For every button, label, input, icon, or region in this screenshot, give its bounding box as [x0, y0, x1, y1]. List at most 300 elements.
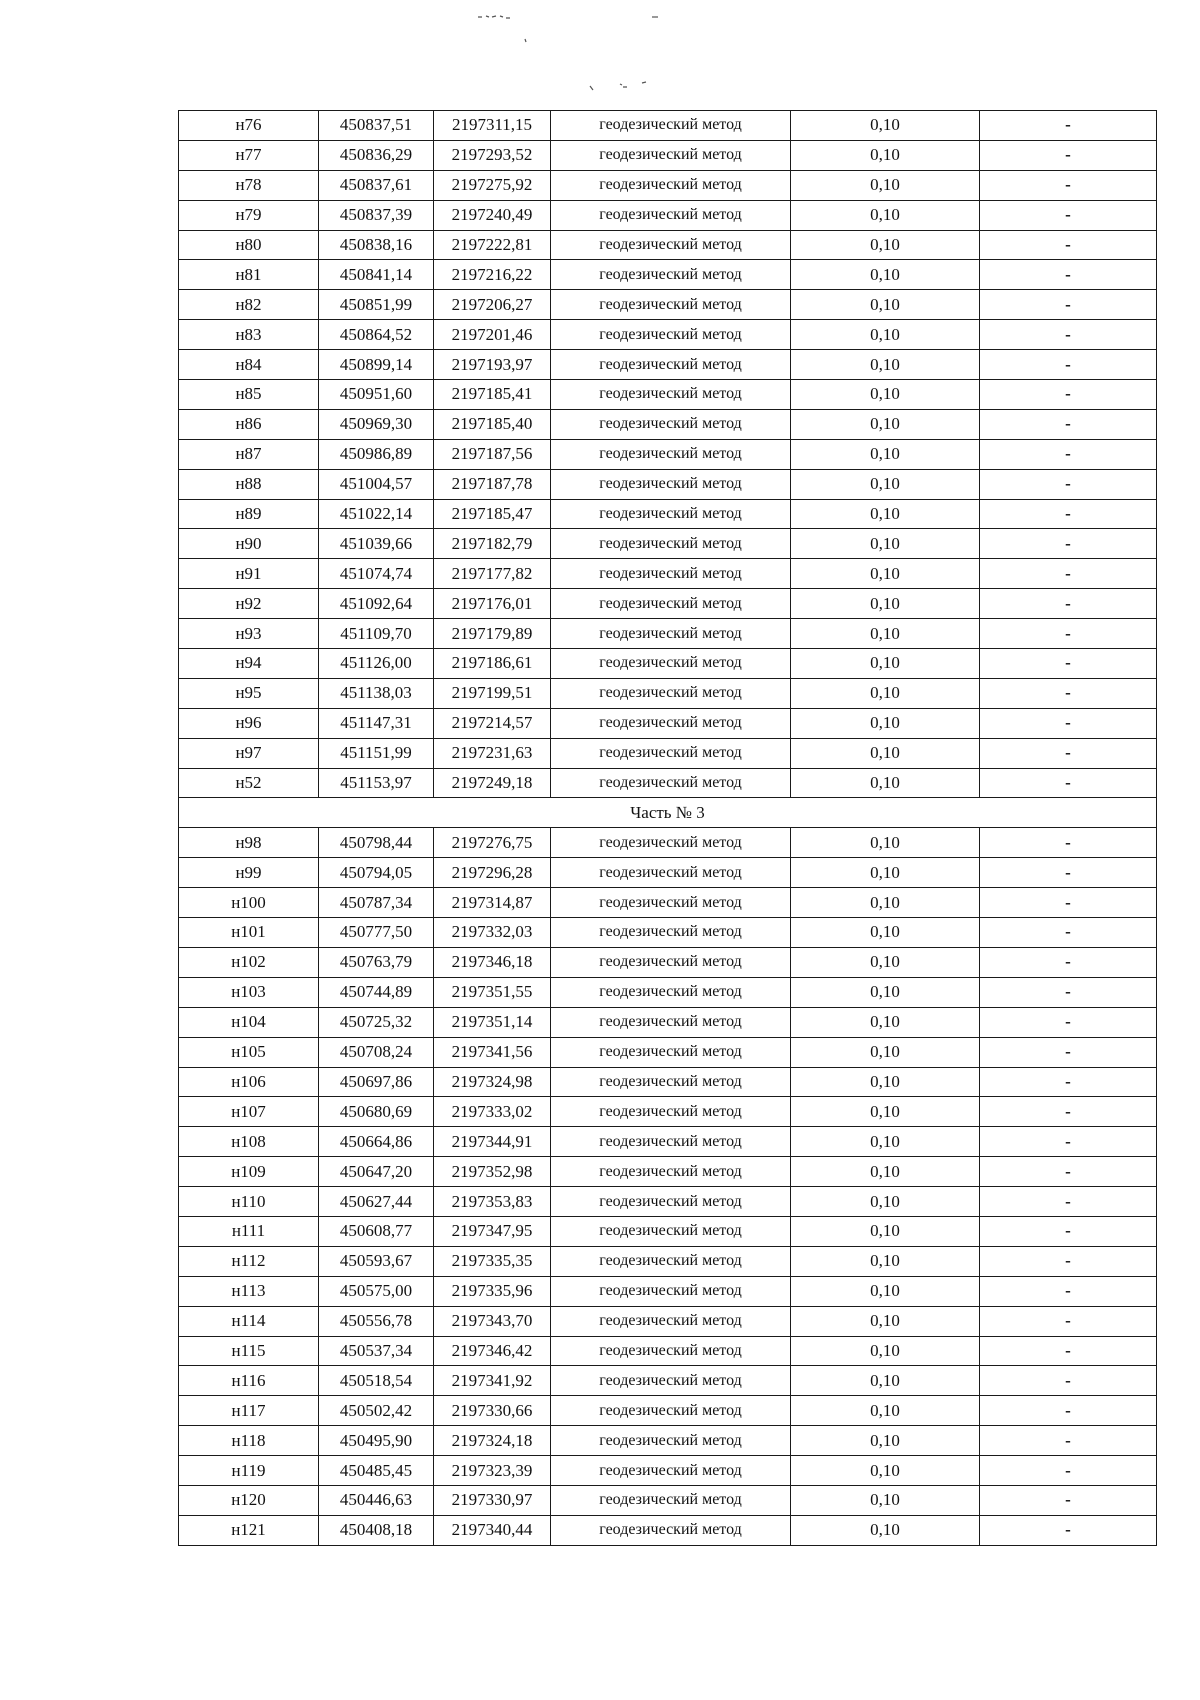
- y-coordinate-cell: 2197330,97: [434, 1485, 551, 1515]
- point-cell: н79: [179, 200, 319, 230]
- note-cell: -: [980, 1007, 1157, 1037]
- accuracy-cell: 0,10: [791, 140, 980, 170]
- accuracy-cell: 0,10: [791, 350, 980, 380]
- note-cell: -: [980, 140, 1157, 170]
- table-row: [179, 1515, 1157, 1545]
- x-coordinate-cell: 450899,14: [319, 350, 434, 380]
- x-coordinate-cell: 450664,86: [319, 1127, 434, 1157]
- scan-noise-marks: [0, 0, 1200, 120]
- table-row: [179, 469, 1157, 499]
- x-coordinate-cell: 450777,50: [319, 918, 434, 948]
- point-cell: н102: [179, 947, 319, 977]
- accuracy-cell: 0,10: [791, 1157, 980, 1187]
- point-cell: н83: [179, 320, 319, 350]
- y-coordinate-cell: 2197293,52: [434, 140, 551, 170]
- table-row: [179, 320, 1157, 350]
- method-cell: геодезический метод: [551, 1187, 791, 1217]
- y-coordinate-cell: 2197352,98: [434, 1157, 551, 1187]
- accuracy-cell: 0,10: [791, 1127, 980, 1157]
- point-cell: н117: [179, 1396, 319, 1426]
- point-cell: н101: [179, 918, 319, 948]
- point-cell: н111: [179, 1216, 319, 1246]
- accuracy-cell: 0,10: [791, 1306, 980, 1336]
- note-cell: -: [980, 918, 1157, 948]
- accuracy-cell: 0,10: [791, 439, 980, 469]
- note-cell: -: [980, 380, 1157, 410]
- x-coordinate-cell: 451022,14: [319, 499, 434, 529]
- note-cell: -: [980, 350, 1157, 380]
- point-cell: н52: [179, 768, 319, 798]
- table-row: [179, 1127, 1157, 1157]
- method-cell: геодезический метод: [551, 1336, 791, 1366]
- table-row: [179, 1306, 1157, 1336]
- point-cell: н112: [179, 1246, 319, 1276]
- method-cell: геодезический метод: [551, 589, 791, 619]
- method-cell: геодезический метод: [551, 1127, 791, 1157]
- accuracy-cell: 0,10: [791, 1276, 980, 1306]
- method-cell: геодезический метод: [551, 200, 791, 230]
- note-cell: -: [980, 1127, 1157, 1157]
- y-coordinate-cell: 2197311,15: [434, 111, 551, 141]
- y-coordinate-cell: 2197176,01: [434, 589, 551, 619]
- point-cell: н76: [179, 111, 319, 141]
- table-row: [179, 1485, 1157, 1515]
- accuracy-cell: 0,10: [791, 1485, 980, 1515]
- note-cell: -: [980, 738, 1157, 768]
- y-coordinate-cell: 2197185,41: [434, 380, 551, 410]
- x-coordinate-cell: 451138,03: [319, 678, 434, 708]
- point-cell: н119: [179, 1456, 319, 1486]
- x-coordinate-cell: 451153,97: [319, 768, 434, 798]
- y-coordinate-cell: 2197332,03: [434, 918, 551, 948]
- accuracy-cell: 0,10: [791, 1007, 980, 1037]
- method-cell: геодезический метод: [551, 1216, 791, 1246]
- accuracy-cell: 0,10: [791, 1067, 980, 1097]
- x-coordinate-cell: 450837,51: [319, 111, 434, 141]
- point-cell: н94: [179, 649, 319, 679]
- method-cell: геодезический метод: [551, 918, 791, 948]
- note-cell: -: [980, 559, 1157, 589]
- x-coordinate-cell: 450408,18: [319, 1515, 434, 1545]
- accuracy-cell: 0,10: [791, 738, 980, 768]
- table-row: [179, 649, 1157, 679]
- y-coordinate-cell: 2197185,40: [434, 409, 551, 439]
- note-cell: -: [980, 1426, 1157, 1456]
- table-row: [179, 828, 1157, 858]
- point-cell: н98: [179, 828, 319, 858]
- y-coordinate-cell: 2197341,92: [434, 1366, 551, 1396]
- y-coordinate-cell: 2197346,42: [434, 1336, 551, 1366]
- method-cell: геодезический метод: [551, 559, 791, 589]
- method-cell: геодезический метод: [551, 1067, 791, 1097]
- accuracy-cell: 0,10: [791, 499, 980, 529]
- point-cell: н114: [179, 1306, 319, 1336]
- note-cell: -: [980, 1456, 1157, 1486]
- x-coordinate-cell: 450744,89: [319, 977, 434, 1007]
- y-coordinate-cell: 2197351,14: [434, 1007, 551, 1037]
- part-2-rows: [179, 111, 1157, 798]
- table-row: [179, 140, 1157, 170]
- accuracy-cell: 0,10: [791, 1426, 980, 1456]
- y-coordinate-cell: 2197193,97: [434, 350, 551, 380]
- point-cell: н87: [179, 439, 319, 469]
- accuracy-cell: 0,10: [791, 1396, 980, 1426]
- y-coordinate-cell: 2197216,22: [434, 260, 551, 290]
- table-row: [179, 888, 1157, 918]
- accuracy-cell: 0,10: [791, 260, 980, 290]
- point-cell: н118: [179, 1426, 319, 1456]
- x-coordinate-cell: 450837,39: [319, 200, 434, 230]
- x-coordinate-cell: 450593,67: [319, 1246, 434, 1276]
- point-cell: н108: [179, 1127, 319, 1157]
- x-coordinate-cell: 450837,61: [319, 170, 434, 200]
- y-coordinate-cell: 2197201,46: [434, 320, 551, 350]
- x-coordinate-cell: 450575,00: [319, 1276, 434, 1306]
- method-cell: геодезический метод: [551, 380, 791, 410]
- accuracy-cell: 0,10: [791, 111, 980, 141]
- point-cell: н95: [179, 678, 319, 708]
- method-cell: геодезический метод: [551, 708, 791, 738]
- y-coordinate-cell: 2197240,49: [434, 200, 551, 230]
- accuracy-cell: 0,10: [791, 1246, 980, 1276]
- note-cell: -: [980, 1187, 1157, 1217]
- y-coordinate-cell: 2197344,91: [434, 1127, 551, 1157]
- method-cell: геодезический метод: [551, 260, 791, 290]
- method-cell: геодезический метод: [551, 828, 791, 858]
- method-cell: геодезический метод: [551, 649, 791, 679]
- x-coordinate-cell: 451109,70: [319, 619, 434, 649]
- method-cell: геодезический метод: [551, 1485, 791, 1515]
- table-row: [179, 858, 1157, 888]
- note-cell: -: [980, 1037, 1157, 1067]
- x-coordinate-cell: 450841,14: [319, 260, 434, 290]
- x-coordinate-cell: 451147,31: [319, 708, 434, 738]
- x-coordinate-cell: 450787,34: [319, 888, 434, 918]
- x-coordinate-cell: 450838,16: [319, 230, 434, 260]
- accuracy-cell: 0,10: [791, 559, 980, 589]
- accuracy-cell: 0,10: [791, 409, 980, 439]
- point-cell: н121: [179, 1515, 319, 1545]
- method-cell: геодезический метод: [551, 170, 791, 200]
- table-row: [179, 619, 1157, 649]
- method-cell: геодезический метод: [551, 1396, 791, 1426]
- method-cell: геодезический метод: [551, 529, 791, 559]
- x-coordinate-cell: 451126,00: [319, 649, 434, 679]
- accuracy-cell: 0,10: [791, 1515, 980, 1545]
- point-cell: н104: [179, 1007, 319, 1037]
- note-cell: -: [980, 170, 1157, 200]
- x-coordinate-cell: 450798,44: [319, 828, 434, 858]
- note-cell: -: [980, 1246, 1157, 1276]
- x-coordinate-cell: 450986,89: [319, 439, 434, 469]
- table-row: [179, 1216, 1157, 1246]
- method-cell: геодезический метод: [551, 140, 791, 170]
- method-cell: геодезический метод: [551, 469, 791, 499]
- y-coordinate-cell: 2197341,56: [434, 1037, 551, 1067]
- note-cell: -: [980, 409, 1157, 439]
- table-row: [179, 260, 1157, 290]
- point-cell: н115: [179, 1336, 319, 1366]
- method-cell: геодезический метод: [551, 947, 791, 977]
- table-row: [179, 439, 1157, 469]
- table-row: [179, 1157, 1157, 1187]
- accuracy-cell: 0,10: [791, 678, 980, 708]
- accuracy-cell: 0,10: [791, 888, 980, 918]
- table-row: [179, 918, 1157, 948]
- y-coordinate-cell: 2197330,66: [434, 1396, 551, 1426]
- x-coordinate-cell: 450627,44: [319, 1187, 434, 1217]
- point-cell: н80: [179, 230, 319, 260]
- table-row: [179, 1366, 1157, 1396]
- coordinates-table: [178, 110, 1157, 1546]
- point-cell: н78: [179, 170, 319, 200]
- point-cell: н89: [179, 499, 319, 529]
- table-row: [179, 738, 1157, 768]
- point-cell: н81: [179, 260, 319, 290]
- method-cell: геодезический метод: [551, 409, 791, 439]
- y-coordinate-cell: 2197179,89: [434, 619, 551, 649]
- method-cell: геодезический метод: [551, 1246, 791, 1276]
- y-coordinate-cell: 2197314,87: [434, 888, 551, 918]
- method-cell: геодезический метод: [551, 977, 791, 1007]
- accuracy-cell: 0,10: [791, 320, 980, 350]
- y-coordinate-cell: 2197182,79: [434, 529, 551, 559]
- point-cell: н103: [179, 977, 319, 1007]
- note-cell: -: [980, 200, 1157, 230]
- note-cell: -: [980, 320, 1157, 350]
- point-cell: н88: [179, 469, 319, 499]
- x-coordinate-cell: 451151,99: [319, 738, 434, 768]
- x-coordinate-cell: 451004,57: [319, 469, 434, 499]
- table-row: [179, 559, 1157, 589]
- accuracy-cell: 0,10: [791, 649, 980, 679]
- table-row: [179, 111, 1157, 141]
- table-row: [179, 1187, 1157, 1217]
- table-row: [179, 1246, 1157, 1276]
- y-coordinate-cell: 2197335,35: [434, 1246, 551, 1276]
- table-row: [179, 977, 1157, 1007]
- x-coordinate-cell: 450697,86: [319, 1067, 434, 1097]
- point-cell: н106: [179, 1067, 319, 1097]
- point-cell: н109: [179, 1157, 319, 1187]
- accuracy-cell: 0,10: [791, 619, 980, 649]
- table-row: [179, 200, 1157, 230]
- x-coordinate-cell: 450556,78: [319, 1306, 434, 1336]
- point-cell: н110: [179, 1187, 319, 1217]
- table-row: [179, 1456, 1157, 1486]
- note-cell: -: [980, 858, 1157, 888]
- point-cell: н107: [179, 1097, 319, 1127]
- point-cell: н100: [179, 888, 319, 918]
- x-coordinate-cell: 450836,29: [319, 140, 434, 170]
- table-row: [179, 380, 1157, 410]
- note-cell: -: [980, 768, 1157, 798]
- table-row: [179, 1426, 1157, 1456]
- accuracy-cell: 0,10: [791, 977, 980, 1007]
- note-cell: -: [980, 828, 1157, 858]
- point-cell: н96: [179, 708, 319, 738]
- table-row: [179, 589, 1157, 619]
- method-cell: геодезический метод: [551, 1426, 791, 1456]
- point-cell: н86: [179, 409, 319, 439]
- y-coordinate-cell: 2197249,18: [434, 768, 551, 798]
- x-coordinate-cell: 450951,60: [319, 380, 434, 410]
- method-cell: геодезический метод: [551, 619, 791, 649]
- accuracy-cell: 0,10: [791, 1456, 980, 1486]
- note-cell: -: [980, 290, 1157, 320]
- x-coordinate-cell: 450725,32: [319, 1007, 434, 1037]
- accuracy-cell: 0,10: [791, 1187, 980, 1217]
- point-cell: н105: [179, 1037, 319, 1067]
- y-coordinate-cell: 2197333,02: [434, 1097, 551, 1127]
- method-cell: геодезический метод: [551, 1097, 791, 1127]
- note-cell: -: [980, 230, 1157, 260]
- y-coordinate-cell: 2197296,28: [434, 858, 551, 888]
- method-cell: геодезический метод: [551, 678, 791, 708]
- table-row: [179, 708, 1157, 738]
- x-coordinate-cell: 450446,63: [319, 1485, 434, 1515]
- y-coordinate-cell: 2197187,56: [434, 439, 551, 469]
- x-coordinate-cell: 451092,64: [319, 589, 434, 619]
- method-cell: геодезический метод: [551, 439, 791, 469]
- y-coordinate-cell: 2197324,98: [434, 1067, 551, 1097]
- y-coordinate-cell: 2197347,95: [434, 1216, 551, 1246]
- accuracy-cell: 0,10: [791, 230, 980, 260]
- x-coordinate-cell: 450495,90: [319, 1426, 434, 1456]
- accuracy-cell: 0,10: [791, 529, 980, 559]
- accuracy-cell: 0,10: [791, 1216, 980, 1246]
- table-row: [179, 1396, 1157, 1426]
- method-cell: геодезический метод: [551, 1306, 791, 1336]
- y-coordinate-cell: 2197206,27: [434, 290, 551, 320]
- note-cell: -: [980, 1366, 1157, 1396]
- note-cell: -: [980, 1276, 1157, 1306]
- x-coordinate-cell: 450708,24: [319, 1037, 434, 1067]
- x-coordinate-cell: 450969,30: [319, 409, 434, 439]
- note-cell: -: [980, 529, 1157, 559]
- y-coordinate-cell: 2197323,39: [434, 1456, 551, 1486]
- method-cell: геодезический метод: [551, 230, 791, 260]
- point-cell: н77: [179, 140, 319, 170]
- x-coordinate-cell: 451039,66: [319, 529, 434, 559]
- section-header: [179, 798, 1157, 828]
- method-cell: геодезический метод: [551, 858, 791, 888]
- x-coordinate-cell: 450680,69: [319, 1097, 434, 1127]
- method-cell: геодезический метод: [551, 320, 791, 350]
- y-coordinate-cell: 2197351,55: [434, 977, 551, 1007]
- accuracy-cell: 0,10: [791, 708, 980, 738]
- method-cell: геодезический метод: [551, 1157, 791, 1187]
- method-cell: геодезический метод: [551, 111, 791, 141]
- point-cell: н90: [179, 529, 319, 559]
- point-cell: н116: [179, 1366, 319, 1396]
- table-row: [179, 1037, 1157, 1067]
- accuracy-cell: 0,10: [791, 1037, 980, 1067]
- accuracy-cell: 0,10: [791, 947, 980, 977]
- point-cell: н113: [179, 1276, 319, 1306]
- note-cell: -: [980, 1485, 1157, 1515]
- accuracy-cell: 0,10: [791, 469, 980, 499]
- method-cell: геодезический метод: [551, 1366, 791, 1396]
- table-row: [179, 499, 1157, 529]
- note-cell: -: [980, 947, 1157, 977]
- point-cell: н93: [179, 619, 319, 649]
- point-cell: н120: [179, 1485, 319, 1515]
- x-coordinate-cell: 450485,45: [319, 1456, 434, 1486]
- x-coordinate-cell: 450502,42: [319, 1396, 434, 1426]
- note-cell: -: [980, 1306, 1157, 1336]
- y-coordinate-cell: 2197353,83: [434, 1187, 551, 1217]
- x-coordinate-cell: 450608,77: [319, 1216, 434, 1246]
- x-coordinate-cell: 450864,52: [319, 320, 434, 350]
- method-cell: геодезический метод: [551, 1515, 791, 1545]
- y-coordinate-cell: 2197186,61: [434, 649, 551, 679]
- accuracy-cell: 0,10: [791, 1336, 980, 1366]
- table-row: [179, 529, 1157, 559]
- note-cell: -: [980, 1157, 1157, 1187]
- note-cell: -: [980, 1515, 1157, 1545]
- note-cell: -: [980, 111, 1157, 141]
- y-coordinate-cell: 2197343,70: [434, 1306, 551, 1336]
- table-row: [179, 1007, 1157, 1037]
- note-cell: -: [980, 1067, 1157, 1097]
- table-row: [179, 290, 1157, 320]
- y-coordinate-cell: 2197276,75: [434, 828, 551, 858]
- y-coordinate-cell: 2197231,63: [434, 738, 551, 768]
- y-coordinate-cell: 2197346,18: [434, 947, 551, 977]
- x-coordinate-cell: 450537,34: [319, 1336, 434, 1366]
- note-cell: -: [980, 1216, 1157, 1246]
- accuracy-cell: 0,10: [791, 290, 980, 320]
- x-coordinate-cell: 450763,79: [319, 947, 434, 977]
- accuracy-cell: 0,10: [791, 858, 980, 888]
- note-cell: -: [980, 888, 1157, 918]
- method-cell: геодезический метод: [551, 1276, 791, 1306]
- method-cell: геодезический метод: [551, 499, 791, 529]
- note-cell: -: [980, 1336, 1157, 1366]
- accuracy-cell: 0,10: [791, 1097, 980, 1127]
- accuracy-cell: 0,10: [791, 768, 980, 798]
- table-row: [179, 170, 1157, 200]
- table-row: [179, 230, 1157, 260]
- method-cell: геодезический метод: [551, 1037, 791, 1067]
- y-coordinate-cell: 2197187,78: [434, 469, 551, 499]
- note-cell: -: [980, 260, 1157, 290]
- table-row: [179, 947, 1157, 977]
- accuracy-cell: 0,10: [791, 918, 980, 948]
- table-row: [179, 1276, 1157, 1306]
- y-coordinate-cell: 2197177,82: [434, 559, 551, 589]
- note-cell: -: [980, 708, 1157, 738]
- point-cell: н84: [179, 350, 319, 380]
- note-cell: -: [980, 977, 1157, 1007]
- part-3-rows: [179, 828, 1157, 1545]
- point-cell: н85: [179, 380, 319, 410]
- y-coordinate-cell: 2197199,51: [434, 678, 551, 708]
- point-cell: н92: [179, 589, 319, 619]
- note-cell: -: [980, 678, 1157, 708]
- x-coordinate-cell: 450851,99: [319, 290, 434, 320]
- accuracy-cell: 0,10: [791, 380, 980, 410]
- accuracy-cell: 0,10: [791, 1366, 980, 1396]
- y-coordinate-cell: 2197324,18: [434, 1426, 551, 1456]
- method-cell: геодезический метод: [551, 888, 791, 918]
- method-cell: геодезический метод: [551, 350, 791, 380]
- y-coordinate-cell: 2197340,44: [434, 1515, 551, 1545]
- point-cell: н91: [179, 559, 319, 589]
- point-cell: н97: [179, 738, 319, 768]
- method-cell: геодезический метод: [551, 738, 791, 768]
